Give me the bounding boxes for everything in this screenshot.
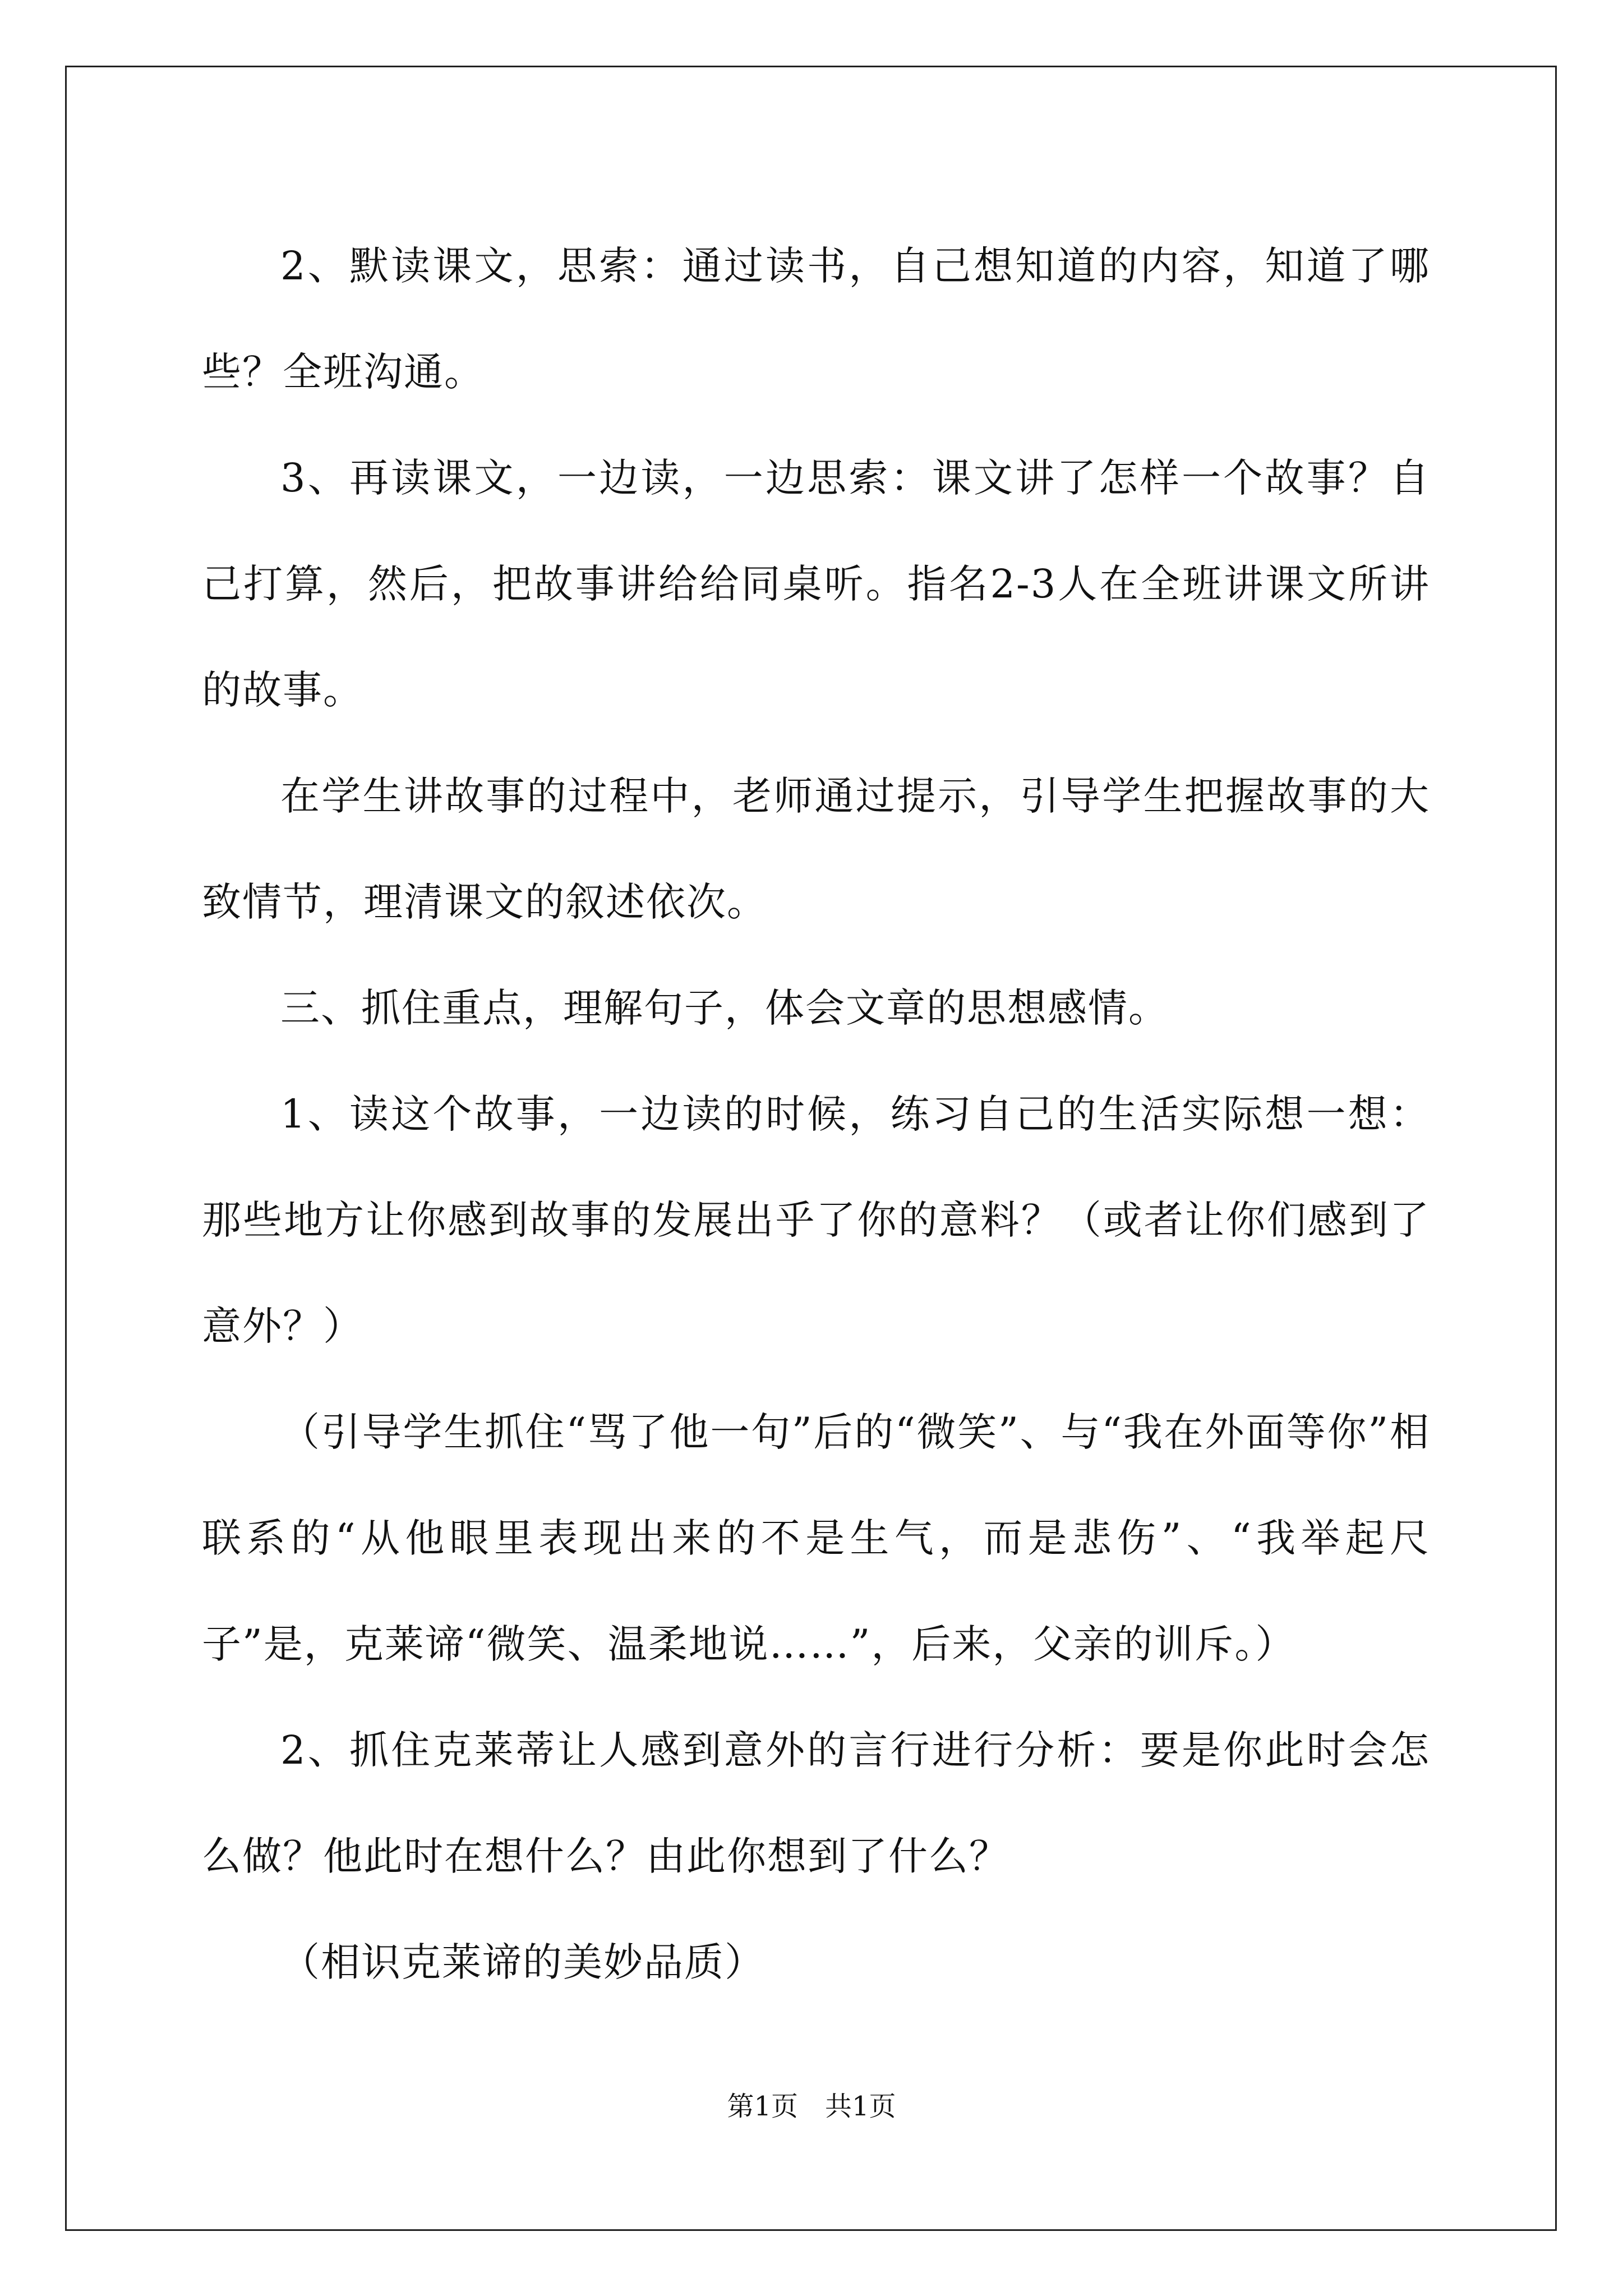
paragraph-6: （引导学生抓住“骂了他一句”后的“微笑”、与“我在外面等你”相联系的“从他眼里表现出来的不是生气，而是悲伤”、“我举起尺子”是，克莱谛“微笑、温柔地说……”，后来，父亲的训斥。） bbox=[202, 1409, 1430, 1667]
paragraph-7: 2、抓住克莱蒂让人感到意外的言行进行分析：要是你此时会怎么做？他此时在想什么？由此你想到了什么？ bbox=[202, 1727, 1430, 1879]
paragraph-5: 1、读这个故事，一边读的时候，练习自己的生活实际想一想：那些地方让你感到故事的发展出乎了你的意料？（或者让你们感到了意外？） bbox=[202, 1091, 1430, 1349]
page-footer: 第1页 共1页 bbox=[727, 2091, 896, 2122]
paragraph-4: 三、抓住重点，理解句子，体会文章的思想感情。 bbox=[280, 985, 1169, 1031]
paragraph-3: 在学生讲故事的过程中，老师通过提示，引导学生把握故事的大致情节，理清课文的叙述依次。 bbox=[202, 773, 1430, 925]
paragraph-8: （相识克莱谛的美妙品质） bbox=[280, 1939, 765, 1985]
paragraph-2: 3、再读课文，一边读，一边思索：课文讲了怎样一个故事？自己打算，然后，把故事讲给给同桌听。指名2-3人在全班讲课文所讲的故事。 bbox=[202, 455, 1430, 713]
document-body bbox=[202, 213, 1430, 2016]
paragraph-1: 2、默读课文，思索：通过读书，自己想知道的内容，知道了哪些？全班沟通。 bbox=[202, 243, 1430, 395]
